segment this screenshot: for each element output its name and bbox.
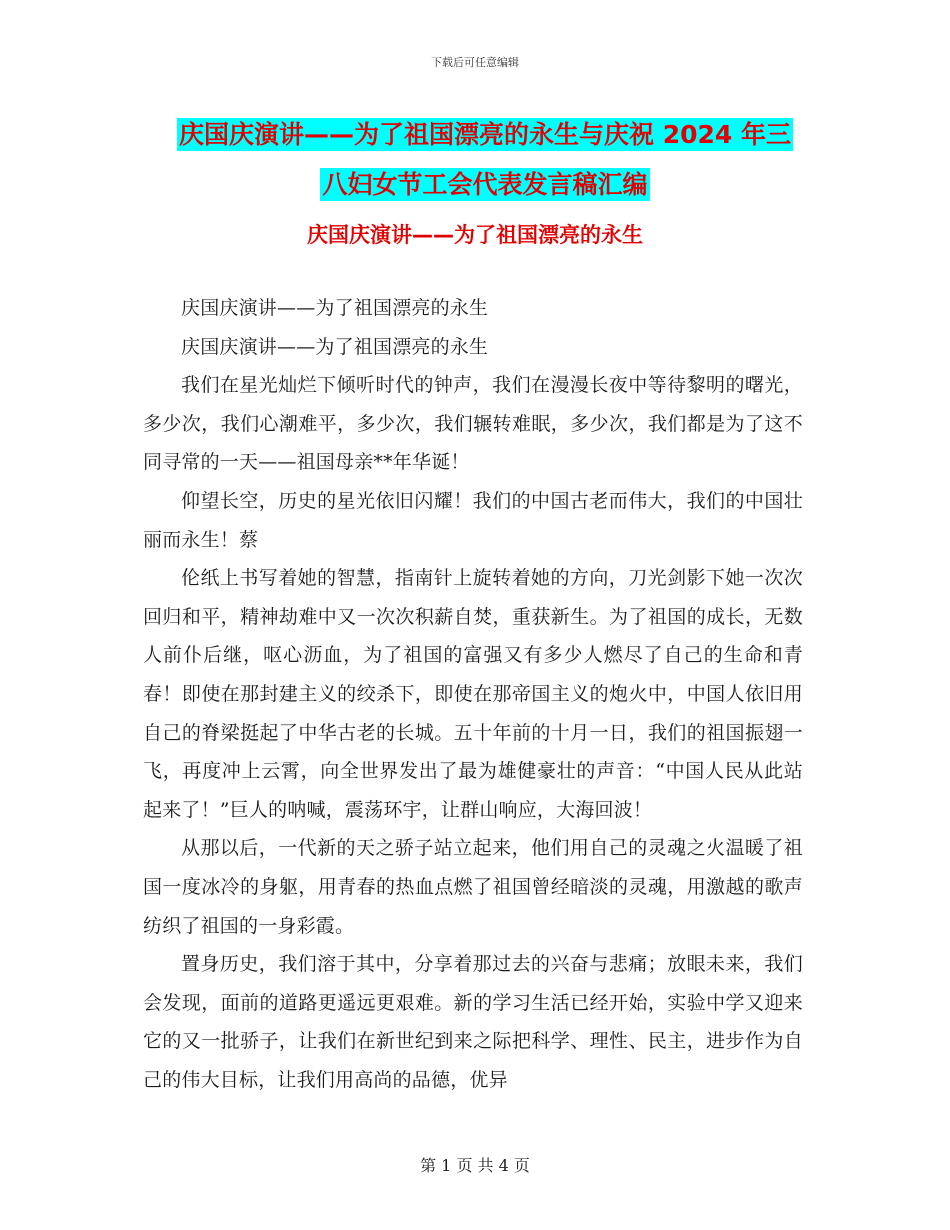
paragraph: 伦纸上书写着她的智慧，指南针上旋转着她的方向，刀光剑影下她一次次回归和平，精神劫难中又一次次积薪自焚，重获新生。为了祖国的成长，无数人前仆后继，呕心沥血，为了祖国的富强又有多少人燃尽了自己的生命和青春！即使在那封建主义的绞杀下，即使在那帝国主义的炮火中，中国人依旧用自己的脊梁挺起了中华古老的长城。五十年前的十月一日，我们的祖国振翅一飞，再度冲上云霄，向全世界发出了最为雄健豪壮的声音：“中国人民从此站起来了！”巨人的呐喊，震荡环宇，让群山响应，大海回波！ bbox=[143, 567, 803, 821]
document-title bbox=[140, 110, 830, 210]
paragraph: 庆国庆演讲——为了祖国漂亮的永生 bbox=[181, 335, 489, 358]
page-footer: 第 1 页 共 4 页 bbox=[420, 1156, 530, 1175]
header-note: 下载后可任意编辑 bbox=[431, 56, 519, 69]
body-text bbox=[143, 289, 803, 1099]
paragraph: 仰望长空，历史的星光依旧闪耀！我们的中国古老而伟大，我们的中国壮丽而永生！蔡 bbox=[143, 489, 803, 551]
document-title-line-2: 八妇女节工会代表发言稿汇编 bbox=[322, 170, 648, 199]
paragraph: 庆国庆演讲——为了祖国漂亮的永生 bbox=[181, 297, 489, 319]
paragraph: 我们在星光灿烂下倾听时代的钟声，我们在漫漫长夜中等待黎明的曙光，多少次，我们心潮难平，多少次，我们辗转难眠，多少次，我们都是为了这不同寻常的一天——祖国母亲**年华诞！ bbox=[143, 374, 803, 474]
document-title-line-1: 庆国庆演讲——为了祖国漂亮的永生与庆祝 2024 年三 bbox=[179, 120, 791, 149]
section-title: 庆国庆演讲——为了祖国漂亮的永生 bbox=[307, 223, 643, 247]
paragraph: 从那以后，一代新的天之骄子站立起来，他们用自己的灵魂之火温暖了祖国一度冰冷的身躯，用青春的热血点燃了祖国曾经暗淡的灵魂，用激越的歌声纺织了祖国的一身彩霞。 bbox=[143, 837, 803, 937]
paragraph: 置身历史，我们溶于其中，分享着那过去的兴奋与悲痛；放眼未来，我们会发现，面前的道路更遥远更艰难。新的学习生活已经开始，实验中学又迎来它的又一批骄子，让我们在新世纪到来之际把科学、理性、民主，进步作为自己的伟大目标，让我们用高尚的品德，优异 bbox=[143, 953, 803, 1091]
